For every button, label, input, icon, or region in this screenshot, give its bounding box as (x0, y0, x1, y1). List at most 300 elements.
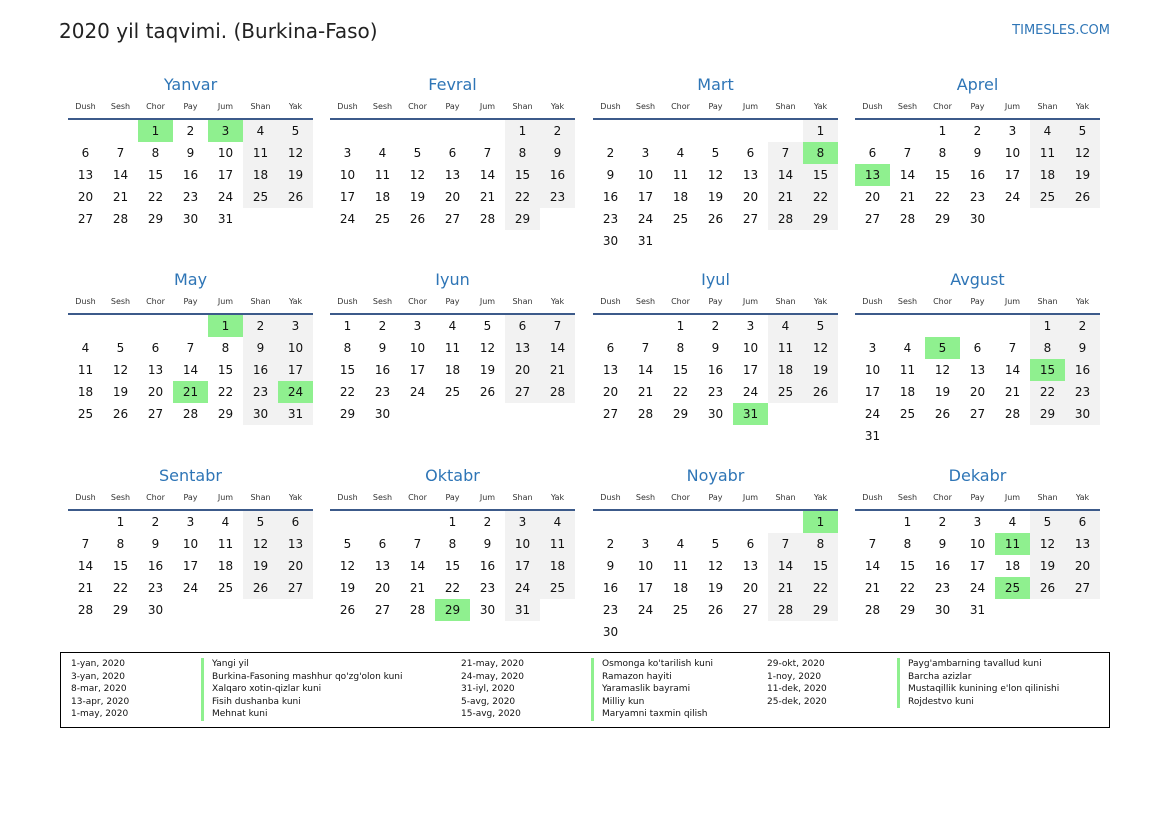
day-cell: 19 (934, 385, 951, 399)
weekday-label: Jum (217, 493, 234, 502)
month-may (68, 269, 313, 425)
weekday-header (855, 96, 1100, 120)
day-cell: 26 (934, 407, 951, 421)
day-cell: 13 (444, 168, 461, 182)
day-cell: 30 (1065, 403, 1100, 425)
day-cell: 16 (479, 559, 496, 573)
day-grid (330, 511, 575, 621)
month-name: Aprel (956, 75, 999, 94)
day-cell: 10 (278, 337, 313, 359)
day-cell: 14 (112, 168, 129, 182)
day-cell: 25 (77, 407, 94, 421)
day-cell: 18 (672, 190, 689, 204)
weekday-label: Pay (445, 297, 460, 306)
weekday-label: Dush (75, 297, 96, 306)
holiday-date: 1-yan, 2020 (71, 659, 125, 669)
day-cell: 6 (378, 537, 387, 551)
day-cell: 25 (768, 381, 803, 403)
day-cell: 16 (243, 359, 278, 381)
month-name: Iyul (701, 270, 730, 289)
day-cell: 11 (1030, 142, 1065, 164)
month-name: Noyabr (686, 466, 745, 485)
day-cell: 2 (186, 124, 195, 138)
day-cell: 17 (637, 581, 654, 595)
day-cell: 3 (1008, 124, 1017, 138)
day-cell: 5 (243, 511, 278, 533)
day-cell: 29 (505, 208, 540, 230)
day-cell: 9 (540, 142, 575, 164)
holiday-date: 15-avg, 2020 (461, 709, 521, 720)
day-cell: 6 (278, 511, 313, 533)
day-cell: 30 (479, 603, 496, 617)
day-cell: 17 (742, 363, 759, 377)
day-cell: 15 (505, 164, 540, 186)
weekday-label: Dush (862, 102, 883, 111)
day-cell: 8 (803, 533, 838, 555)
day-cell: 30 (707, 407, 724, 421)
weekday-label: Chor (408, 493, 427, 502)
day-cell: 27 (969, 407, 986, 421)
holiday-name: Barcha azizlar (897, 671, 971, 684)
weekday-label: Chor (408, 297, 427, 306)
weekday-label: Pay (708, 102, 723, 111)
day-cell: 3 (973, 515, 982, 529)
weekday-label: Yak (550, 102, 565, 111)
holiday-name: Osmonga ko'tarilish kuni (591, 658, 713, 671)
day-cell: 4 (243, 120, 278, 142)
month-sentabr (68, 465, 313, 621)
day-cell: 4 (378, 146, 387, 160)
day-cell: 18 (77, 385, 94, 399)
day-cell: 14 (899, 168, 916, 182)
day-cell: 12 (479, 341, 496, 355)
day-cell: 20 (444, 190, 461, 204)
day-cell: 29 (803, 599, 838, 621)
day-grid (68, 120, 313, 230)
day-cell: 28 (637, 407, 654, 421)
day-cell: 21 (899, 190, 916, 204)
day-grid (593, 511, 838, 643)
day-cell: 30 (243, 403, 278, 425)
day-cell: 2 (243, 315, 278, 337)
day-empty (365, 511, 400, 533)
day-cell: 14 (182, 363, 199, 377)
day-cell: 30 (602, 625, 619, 639)
day-empty (768, 511, 803, 533)
day-cell: 26 (1065, 186, 1100, 208)
day-cell: 1 (448, 515, 457, 529)
day-cell: 15 (803, 164, 838, 186)
day-cell: 16 (602, 581, 619, 595)
month-name: Oktabr (425, 466, 480, 485)
day-cell: 13 (77, 168, 94, 182)
day-cell: 15 (112, 559, 129, 573)
day-cell: 2 (483, 515, 492, 529)
day-cell: 26 (1030, 577, 1065, 599)
day-cell: 25 (1030, 186, 1065, 208)
day-empty (470, 120, 505, 142)
day-cell: 9 (378, 341, 387, 355)
weekday-label: Jum (479, 102, 496, 111)
weekday-label: Sesh (372, 102, 393, 111)
day-cell: 30 (374, 407, 391, 421)
day-cell: 6 (746, 146, 755, 160)
day-cell: 26 (409, 212, 426, 226)
weekday-label: Chor (146, 493, 165, 502)
month-name: Yanvar (163, 75, 218, 94)
day-cell: 24 (339, 212, 356, 226)
day-cell: 18 (768, 359, 803, 381)
day-cell: 11 (444, 341, 461, 355)
day-grid (855, 511, 1100, 621)
day-empty (593, 315, 628, 337)
day-cell: 24 (505, 577, 540, 599)
day-cell: 30 (969, 212, 986, 226)
day-cell: 20 (77, 190, 94, 204)
holiday-day: 24 (278, 381, 313, 403)
weekday-label: Yak (288, 297, 303, 306)
month-mart (593, 74, 838, 252)
weekday-label: Jum (1004, 493, 1021, 502)
day-cell: 29 (1030, 403, 1065, 425)
day-empty (593, 120, 628, 142)
weekday-label: Sesh (897, 297, 918, 306)
weekday-label: Chor (671, 102, 690, 111)
day-cell: 15 (803, 555, 838, 577)
holiday-date: 29-okt, 2020 (767, 659, 825, 669)
holiday-day: 29 (435, 599, 470, 621)
day-cell: 13 (374, 559, 391, 573)
day-cell: 23 (1065, 381, 1100, 403)
day-cell: 10 (637, 168, 654, 182)
day-cell: 11 (243, 142, 278, 164)
holiday-name: Mustaqillik kunining e'lon qilinishi (897, 683, 1059, 696)
day-cell: 29 (899, 603, 916, 617)
day-cell: 23 (602, 212, 619, 226)
day-cell: 19 (707, 581, 724, 595)
month-name: Dekabr (948, 466, 1007, 485)
day-cell: 21 (637, 385, 654, 399)
day-cell: 25 (540, 577, 575, 599)
day-cell: 25 (374, 212, 391, 226)
day-cell: 30 (147, 603, 164, 617)
day-cell: 2 (938, 515, 947, 529)
day-cell: 20 (1065, 555, 1100, 577)
weekday-label: Jum (742, 493, 759, 502)
weekday-label: Shan (775, 102, 796, 111)
day-cell: 21 (112, 190, 129, 204)
day-cell: 31 (278, 403, 313, 425)
weekday-header (68, 487, 313, 511)
day-cell: 9 (973, 146, 982, 160)
day-cell: 5 (711, 537, 720, 551)
day-cell: 1 (938, 124, 947, 138)
weekday-label: Chor (671, 297, 690, 306)
brand-link[interactable]: TIMESLES.COM (1012, 23, 1110, 38)
day-cell: 14 (479, 168, 496, 182)
weekday-label: Shan (512, 297, 533, 306)
day-cell: 25 (899, 407, 916, 421)
day-cell: 17 (278, 359, 313, 381)
day-empty (68, 120, 103, 142)
day-cell: 24 (864, 407, 881, 421)
holiday-name: Fisih dushanba kuni (201, 696, 301, 709)
day-cell: 29 (112, 603, 129, 617)
day-cell: 19 (409, 190, 426, 204)
weekday-header (593, 291, 838, 315)
day-cell: 11 (768, 337, 803, 359)
day-cell: 6 (746, 537, 755, 551)
day-cell: 20 (374, 581, 391, 595)
holiday-date: 13-apr, 2020 (71, 696, 130, 707)
day-cell: 27 (505, 381, 540, 403)
day-cell: 27 (742, 212, 759, 226)
weekday-label: Sesh (372, 493, 393, 502)
day-cell: 30 (182, 212, 199, 226)
day-cell: 12 (1065, 142, 1100, 164)
day-cell: 31 (864, 429, 881, 443)
weekday-label: Shan (250, 102, 271, 111)
day-cell: 4 (903, 341, 912, 355)
day-cell: 18 (1030, 164, 1065, 186)
month-name: May (173, 270, 208, 289)
weekday-label: Chor (146, 102, 165, 111)
weekday-label: Yak (1075, 493, 1090, 502)
day-empty (628, 511, 663, 533)
day-cell: 20 (864, 190, 881, 204)
weekday-label: Dush (75, 102, 96, 111)
day-cell: 7 (81, 537, 90, 551)
day-grid (855, 315, 1100, 447)
day-cell: 16 (182, 168, 199, 182)
day-cell: 7 (186, 341, 195, 355)
day-cell: 18 (374, 190, 391, 204)
weekday-label: Yak (1075, 102, 1090, 111)
day-cell: 8 (151, 146, 160, 160)
day-cell: 5 (278, 120, 313, 142)
weekday-label: Sesh (372, 297, 393, 306)
day-grid (330, 120, 575, 230)
day-cell: 9 (186, 146, 195, 160)
day-cell: 19 (339, 581, 356, 595)
day-cell: 6 (606, 341, 615, 355)
day-cell: 4 (448, 319, 457, 333)
weekday-label: Dush (600, 493, 621, 502)
day-cell: 9 (483, 537, 492, 551)
day-cell: 22 (217, 385, 234, 399)
holiday-date: 31-iyl, 2020 (461, 684, 515, 695)
weekday-label: Sesh (635, 102, 656, 111)
day-cell: 18 (899, 385, 916, 399)
day-cell: 26 (243, 577, 278, 599)
day-grid (68, 511, 313, 621)
weekday-label: Jum (742, 102, 759, 111)
day-cell: 29 (803, 208, 838, 230)
day-cell: 18 (217, 559, 234, 573)
day-cell: 18 (672, 581, 689, 595)
day-cell: 31 (217, 212, 234, 226)
weekday-header (855, 487, 1100, 511)
day-cell: 10 (742, 341, 759, 355)
day-empty (663, 511, 698, 533)
holiday-day: 1 (803, 511, 838, 533)
day-cell: 27 (864, 212, 881, 226)
weekday-label: Shan (250, 297, 271, 306)
day-cell: 10 (969, 537, 986, 551)
day-cell: 3 (343, 146, 352, 160)
day-cell: 5 (483, 319, 492, 333)
day-cell: 26 (339, 603, 356, 617)
day-cell: 3 (413, 319, 422, 333)
day-empty (855, 315, 890, 337)
day-grid (593, 120, 838, 252)
day-cell: 28 (768, 208, 803, 230)
day-cell: 4 (1008, 515, 1017, 529)
day-cell: 6 (448, 146, 457, 160)
weekday-label: Dush (862, 297, 883, 306)
day-cell: 26 (479, 385, 496, 399)
day-cell: 1 (676, 319, 685, 333)
day-cell: 7 (483, 146, 492, 160)
weekday-label: Sesh (897, 102, 918, 111)
day-cell: 10 (637, 559, 654, 573)
day-cell: 16 (540, 164, 575, 186)
holiday-day: 31 (733, 403, 768, 425)
day-cell: 16 (969, 168, 986, 182)
holiday-day: 25 (995, 577, 1030, 599)
holiday-name: Burkina-Fasoning mashhur qo'zg'olon kuni (201, 671, 402, 684)
day-cell: 17 (505, 555, 540, 577)
day-cell: 6 (1065, 511, 1100, 533)
day-cell: 6 (868, 146, 877, 160)
day-empty (400, 511, 435, 533)
day-cell: 24 (637, 603, 654, 617)
day-cell: 15 (672, 363, 689, 377)
day-cell: 13 (1065, 533, 1100, 555)
day-cell: 21 (409, 581, 426, 595)
day-cell: 2 (711, 319, 720, 333)
day-cell: 8 (116, 537, 125, 551)
weekday-label: Pay (445, 102, 460, 111)
month-oktabr (330, 465, 575, 621)
day-cell: 21 (768, 577, 803, 599)
holiday-day: 8 (803, 142, 838, 164)
day-cell: 30 (602, 234, 619, 248)
weekday-label: Yak (550, 297, 565, 306)
holiday-name: Milliy kun (591, 696, 644, 709)
weekday-label: Pay (708, 493, 723, 502)
day-cell: 8 (1030, 337, 1065, 359)
month-iyul (593, 269, 838, 425)
weekday-header (593, 487, 838, 511)
holiday-name: Rojdestvo kuni (897, 696, 974, 709)
day-cell: 20 (742, 190, 759, 204)
day-cell: 16 (147, 559, 164, 573)
weekday-label: Sesh (110, 297, 131, 306)
holiday-date: 1-may, 2020 (71, 709, 129, 720)
day-cell: 13 (742, 168, 759, 182)
day-empty (330, 511, 365, 533)
day-cell: 18 (540, 555, 575, 577)
day-cell: 10 (217, 146, 234, 160)
day-cell: 15 (147, 168, 164, 182)
weekday-header (330, 96, 575, 120)
weekday-label: Chor (933, 102, 952, 111)
day-cell: 27 (374, 603, 391, 617)
day-cell: 12 (934, 363, 951, 377)
month-name: Mart (697, 75, 734, 94)
month-name: Avgust (950, 270, 1005, 289)
month-aprel (855, 74, 1100, 230)
day-cell: 26 (707, 603, 724, 617)
day-cell: 6 (151, 341, 160, 355)
weekday-label: Chor (146, 297, 165, 306)
day-cell: 10 (864, 363, 881, 377)
day-cell: 9 (938, 537, 947, 551)
day-cell: 10 (182, 537, 199, 551)
day-cell: 12 (112, 363, 129, 377)
day-cell: 17 (409, 363, 426, 377)
day-cell: 7 (116, 146, 125, 160)
weekday-label: Chor (933, 297, 952, 306)
day-cell: 2 (606, 146, 615, 160)
day-cell: 17 (339, 190, 356, 204)
day-cell: 29 (339, 407, 356, 421)
weekday-label: Sesh (110, 493, 131, 502)
weekday-label: Dush (600, 297, 621, 306)
holiday-day: 5 (925, 337, 960, 359)
day-cell: 23 (374, 385, 391, 399)
day-cell: 23 (479, 581, 496, 595)
day-cell: 28 (479, 212, 496, 226)
day-cell: 20 (505, 359, 540, 381)
day-grid (330, 315, 575, 425)
holiday-date: 1-noy, 2020 (767, 671, 822, 682)
weekday-label: Pay (708, 297, 723, 306)
day-cell: 22 (672, 385, 689, 399)
day-cell: 23 (602, 603, 619, 617)
day-empty (855, 120, 890, 142)
day-cell: 17 (637, 190, 654, 204)
day-cell: 9 (606, 559, 615, 573)
day-cell: 25 (672, 212, 689, 226)
day-cell: 5 (413, 146, 422, 160)
day-cell: 23 (969, 190, 986, 204)
day-cell: 7 (768, 533, 803, 555)
day-empty (628, 315, 663, 337)
month-noyabr (593, 465, 838, 643)
month-name: Iyun (435, 270, 470, 289)
day-cell: 11 (540, 533, 575, 555)
day-cell: 25 (444, 385, 461, 399)
day-cell: 21 (479, 190, 496, 204)
day-cell: 8 (343, 341, 352, 355)
day-cell: 18 (444, 363, 461, 377)
day-cell: 7 (413, 537, 422, 551)
day-cell: 4 (540, 511, 575, 533)
day-cell: 10 (1004, 146, 1021, 160)
weekday-label: Pay (970, 493, 985, 502)
day-empty (365, 120, 400, 142)
day-cell: 14 (864, 559, 881, 573)
day-cell: 4 (768, 315, 803, 337)
holiday-name: Ramazon hayiti (591, 671, 672, 684)
weekday-label: Pay (445, 493, 460, 502)
day-cell: 3 (641, 537, 650, 551)
day-cell: 29 (672, 407, 689, 421)
weekday-label: Shan (512, 102, 533, 111)
day-cell: 22 (899, 581, 916, 595)
